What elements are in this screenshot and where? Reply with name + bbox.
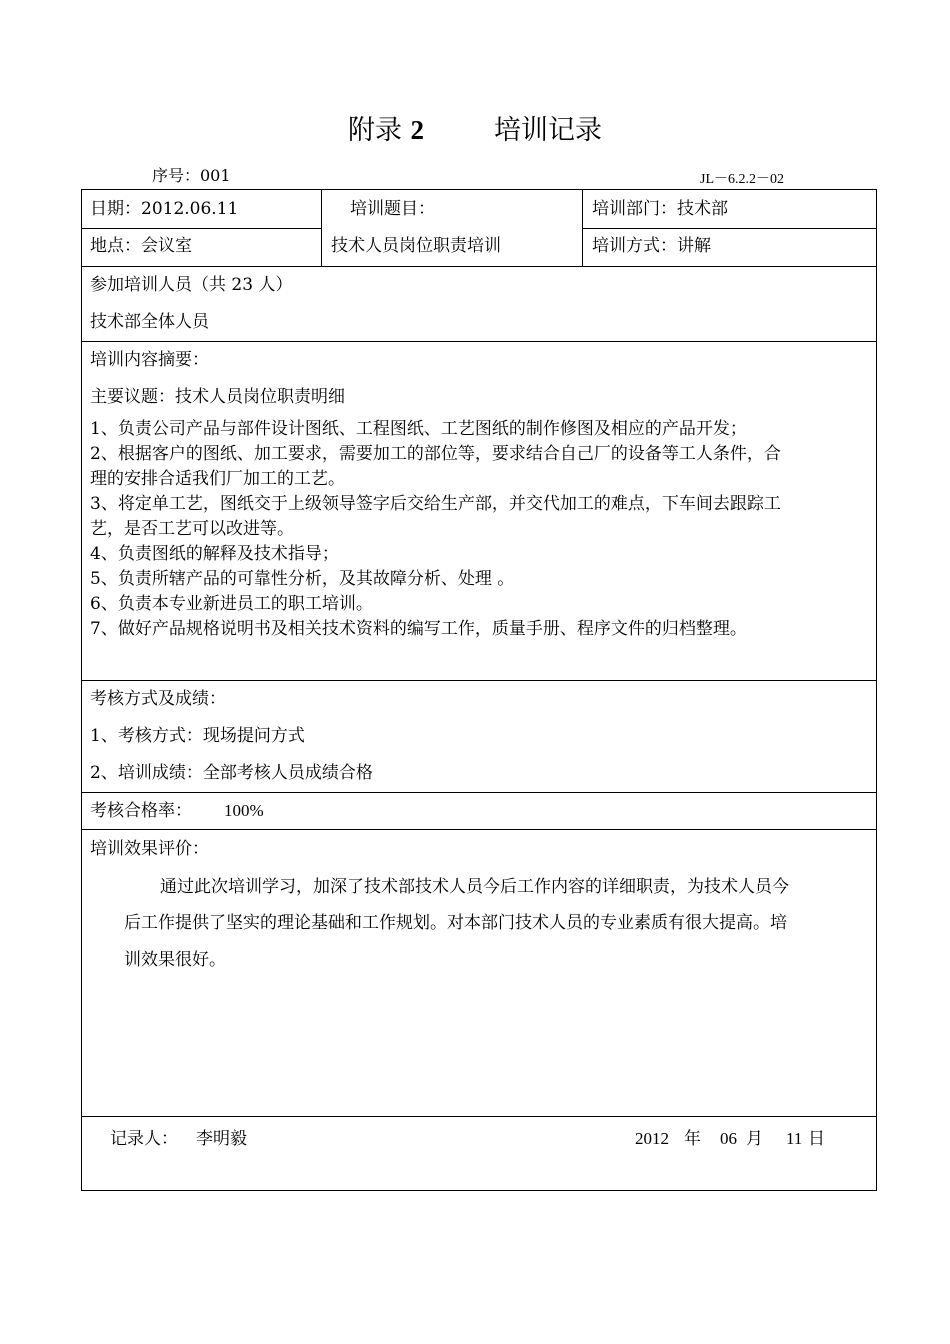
appendix-label: 附录 2 xyxy=(347,115,425,146)
evaluation-line: 后工作提供了坚实的理论基础和工作规划。对本部门技术人员的专业素质有很大提高。培 xyxy=(124,913,787,933)
row-divider-1 xyxy=(81,228,321,229)
content-line: 艺，是否工艺可以改进等。 xyxy=(90,519,294,539)
recorder-name: 李明毅 xyxy=(196,1129,247,1149)
record-day: 11 xyxy=(786,1129,803,1148)
document-code: JL－6.2.2－02 xyxy=(700,172,784,187)
row-divider-2 xyxy=(81,266,877,267)
content-line: 7、做好产品规格说明书及相关技术资料的编写工作，质量手册、程序文件的归档整理。 xyxy=(90,619,747,639)
pass-rate-label: 考核合格率： xyxy=(90,801,192,821)
content-line: 5、负责所辖产品的可靠性分析，及其故障分析、处理 。 xyxy=(90,569,515,589)
training-method: 培训方式：讲解 xyxy=(592,236,711,256)
content-line: 理的安排合适我们厂加工的工艺。 xyxy=(90,469,345,489)
month-unit: 月 xyxy=(746,1129,763,1149)
serial-number: 序号：001 xyxy=(152,166,231,185)
col-divider-2 xyxy=(582,189,583,266)
row-divider-3 xyxy=(81,341,877,342)
row-divider-7 xyxy=(81,1116,877,1117)
content-topic: 主要议题：技术人员岗位职责明细 xyxy=(90,387,345,407)
training-date: 日期：2012.06.11 xyxy=(90,199,239,219)
row-divider-1b xyxy=(582,228,877,229)
training-location: 地点：会议室 xyxy=(90,236,192,256)
table-border-right xyxy=(876,189,877,1191)
record-year: 2012 xyxy=(635,1129,669,1148)
content-label: 培训内容摘要： xyxy=(90,350,209,370)
participants-value: 技术部全体人员 xyxy=(90,312,209,332)
table-border-top xyxy=(81,189,877,190)
row-divider-4 xyxy=(81,680,877,681)
content-line: 6、负责本专业新进员工的职工培训。 xyxy=(90,594,373,614)
content-line: 1、负责公司产品与部件设计图纸、工程图纸、工艺图纸的制作修图及相应的产品开发； xyxy=(90,419,747,439)
table-border-left xyxy=(81,189,82,1191)
row-divider-6 xyxy=(81,829,877,830)
col-divider-1 xyxy=(321,189,322,266)
training-topic: 技术人员岗位职责培训 xyxy=(331,236,501,256)
content-line: 2、根据客户的图纸、加工要求，需要加工的部位等，要求结合自己厂的设备等工人条件，合 xyxy=(90,444,781,464)
evaluation-line: 训效果很好。 xyxy=(124,950,226,970)
recorder-label: 记录人： xyxy=(110,1129,178,1149)
content-line: 4、负责图纸的解释及技术指导； xyxy=(90,544,339,564)
evaluation-line: 通过此次培训学习，加深了技术部技术人员今后工作内容的详细职责，为技术人员今 xyxy=(160,877,789,897)
pass-rate-value: 100% xyxy=(224,801,264,820)
record-month: 06 xyxy=(720,1129,737,1148)
assessment-result: 2、培训成绩：全部考核人员成绩合格 xyxy=(90,763,373,783)
title-text: 培训记录 xyxy=(494,115,603,146)
assessment-method: 1、考核方式：现场提问方式 xyxy=(90,726,305,746)
participants-label: 参加培训人员（共 23 人） xyxy=(90,275,293,295)
assessment-label: 考核方式及成绩： xyxy=(90,689,226,709)
evaluation-label: 培训效果评价： xyxy=(90,839,209,859)
training-topic-label: 培训题目： xyxy=(350,199,435,219)
training-department: 培训部门：技术部 xyxy=(592,199,728,219)
document-title xyxy=(0,110,950,151)
content-line: 3、将定单工艺，图纸交于上级领导签字后交给生产部，并交代加工的难点，下车间去跟踪工 xyxy=(90,494,781,514)
row-divider-5 xyxy=(81,792,877,793)
table-border-bottom xyxy=(81,1190,877,1191)
year-unit: 年 xyxy=(684,1129,701,1149)
day-unit: 日 xyxy=(808,1129,825,1149)
